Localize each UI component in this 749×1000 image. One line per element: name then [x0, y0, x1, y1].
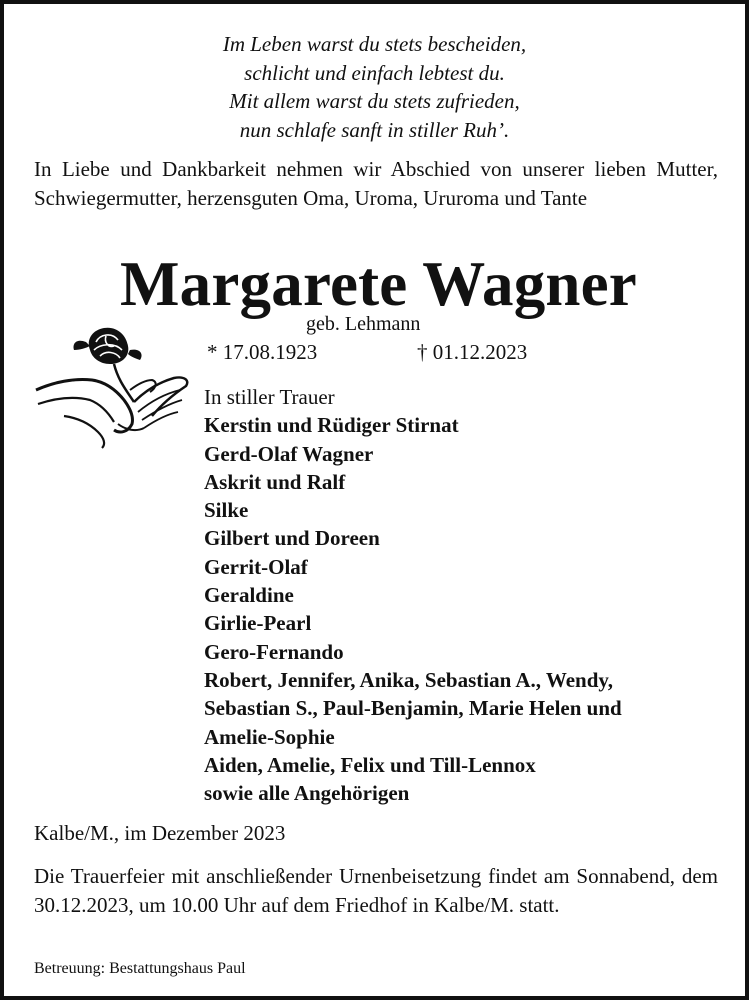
maiden-name: geb. Lehmann — [306, 313, 421, 335]
mourner-line: Aiden, Amelie, Felix und Till-Lennox — [204, 752, 536, 777]
deceased-name: Margarete Wagner — [120, 249, 637, 319]
mourners-list — [204, 383, 724, 807]
mourner-line: Silke — [204, 498, 249, 523]
place-and-date: Kalbe/M., im Dezember 2023 — [34, 821, 286, 845]
mourner-line: sowie alle Angehörigen — [204, 781, 410, 806]
mourner-line: Kerstin und Rüdiger Stirnat — [204, 413, 459, 438]
mourners-heading: In stiller Trauer — [204, 385, 335, 409]
poem-line: Mit allem warst du stets zufrieden, — [229, 89, 520, 113]
mourner-line: Gilbert und Doreen — [204, 526, 380, 551]
funeral-home-credit: Betreuung: Bestattungshaus Paul — [34, 960, 246, 977]
poem-line: schlicht und einfach lebtest du. — [244, 60, 505, 85]
poem-line: Im Leben warst du stets bescheiden, — [222, 32, 527, 56]
birth-date: * 17.08.1923 — [207, 340, 318, 364]
mourner-line: Gero-Fernando — [204, 639, 344, 664]
memorial-poem — [4, 30, 745, 144]
mourner-line: Gerrit-Olaf — [204, 554, 308, 579]
rose-in-hands-icon — [34, 320, 192, 452]
mourner-line: Girlie-Pearl — [204, 611, 312, 636]
mourner-line: Robert, Jennifer, Anika, Sebastian A., Wendy, — [204, 667, 613, 692]
mourner-line: Askrit und Ralf — [204, 469, 346, 494]
poem-line: nun schlafe sanft in stiller Ruh’. — [239, 117, 510, 142]
death-date: † 01.12.2023 — [417, 340, 528, 364]
mourner-line: Amelie-Sophie — [204, 724, 335, 749]
farewell-intro: In Liebe und Dankbarkeit nehmen wir Abschied von unserer lieben Mutter, Schwiegermutter, herzensguten Oma, Uroma, Ururoma und Tante — [34, 157, 718, 210]
funeral-notice: Die Trauerfeier mit anschließender Urnenbeisetzung findet am Sonnabend, dem 30.12.2023, um 10.00 Uhr auf dem Friedhof in Kalbe/M. statt. — [34, 864, 718, 917]
mourner-line: Gerd-Olaf Wagner — [204, 441, 374, 466]
mourner-line: Sebastian S., Paul-Benjamin, Marie Helen und — [204, 696, 622, 721]
mourner-line: Geraldine — [204, 583, 294, 608]
